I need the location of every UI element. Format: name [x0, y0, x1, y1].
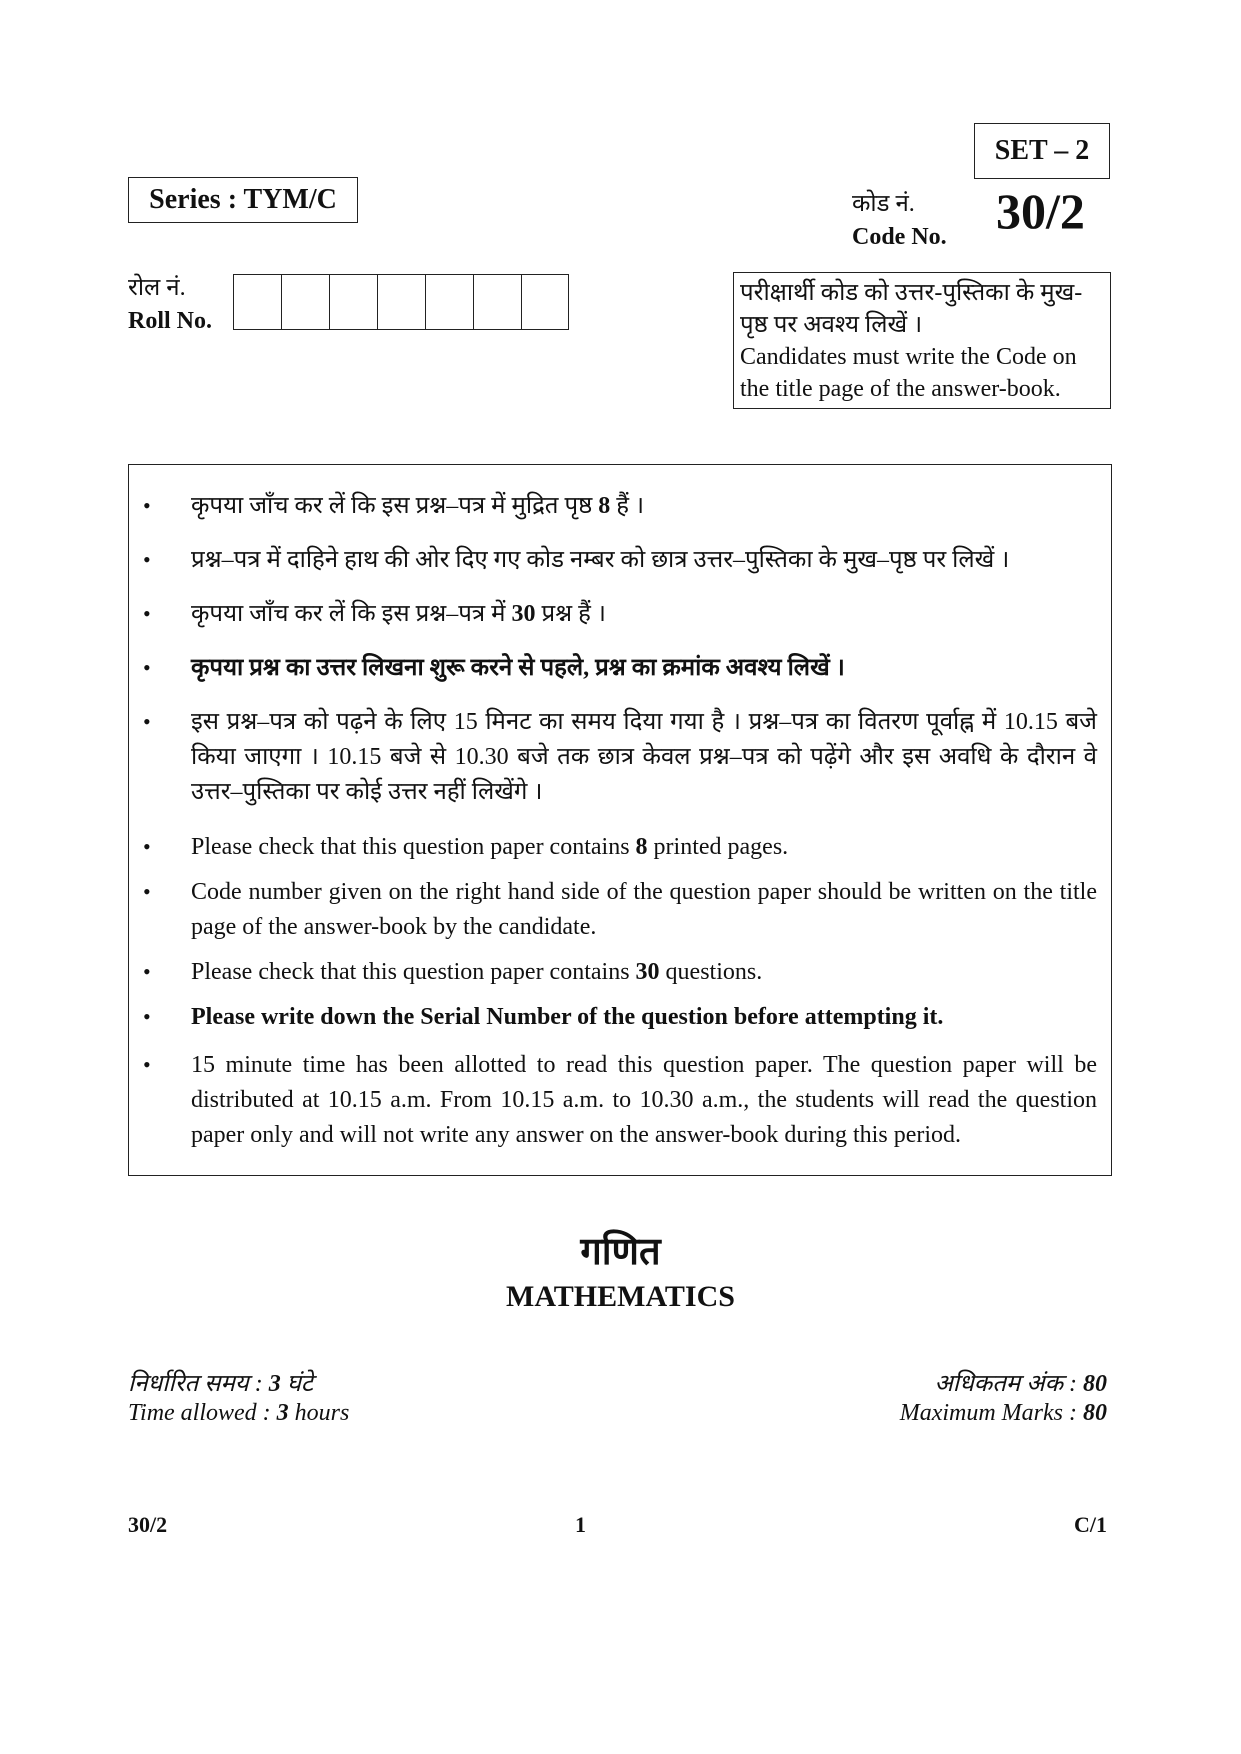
instruction-item: Please check that this question paper contains 30 questions. [191, 959, 763, 985]
roll-number-cell[interactable] [473, 274, 521, 330]
time-allowed-hindi: निर्धारित समय : 3 घंटे [128, 1371, 313, 1397]
subject-title-english: MATHEMATICS [506, 1280, 735, 1313]
roll-number-cell[interactable] [233, 274, 281, 330]
bullet-icon: • [143, 655, 151, 680]
time-allowed-english: Time allowed : 3 hours [128, 1400, 350, 1426]
bullet-icon: • [143, 709, 151, 734]
instruction-item: कृपया प्रश्न का उत्तर लिखना शुरू करने से पहले, प्रश्न का क्रमांक अवश्य लिखें । [191, 655, 845, 681]
instruction-item: Please check that this question paper contains 8 printed pages. [191, 834, 789, 860]
note-line: पृष्ठ पर अवश्य लिखें । [740, 312, 923, 338]
subject-title-hindi: गणित [580, 1231, 661, 1273]
maximum-marks-english: Maximum Marks : 80 [899, 1400, 1107, 1426]
code-number: 30/2 [996, 183, 1085, 239]
bullet-icon: • [143, 1052, 151, 1077]
bullet-icon: • [143, 834, 151, 859]
code-label-english: Code No. [852, 224, 947, 250]
instruction-item: Code number given on the right hand side of the question paper should be written on the title page of the answer-book by the candidate. [191, 879, 1097, 940]
roll-number-cell[interactable] [281, 274, 329, 330]
series-label [128, 177, 358, 223]
bullet-icon: • [143, 959, 151, 984]
note-line: the title page of the answer-book. [740, 376, 1061, 402]
instruction-item: कृपया जाँच कर लें कि इस प्रश्न–पत्र में 30 प्रश्न हैं । [191, 601, 606, 627]
candidate-note-box [733, 272, 1111, 409]
instructions-box [128, 464, 1112, 1176]
instruction-item: Please write down the Serial Number of the question before attempting it. [191, 1004, 944, 1030]
instruction-item: कृपया जाँच कर लें कि इस प्रश्न–पत्र में मुद्रित पृष्ठ 8 हैं । [191, 493, 645, 519]
page-number: 1 [575, 1512, 586, 1537]
set-text: SET – 2 [994, 135, 1090, 166]
roll-label-hindi: रोल नं. [128, 275, 186, 301]
roll-number-grid[interactable] [233, 274, 569, 330]
note-line: Candidates must write the Code on [740, 344, 1077, 370]
roll-label-english: Roll No. [128, 308, 212, 334]
series-text: Series : TYM/C [149, 184, 337, 215]
footer-code: 30/2 [128, 1512, 168, 1537]
code-label-hindi: कोड नं. [852, 191, 915, 217]
bullet-icon: • [143, 601, 151, 626]
set-label [974, 123, 1110, 179]
instruction-item: प्रश्न–पत्र में दाहिने हाथ की ओर दिए गए कोड नम्बर को छात्र उत्तर–पुस्तिका के मुख–पृष्ठ पर लिखें । [191, 547, 1010, 573]
bullet-icon: • [143, 1004, 151, 1029]
roll-number-cell[interactable] [329, 274, 377, 330]
bullet-icon: • [143, 879, 151, 904]
note-line: परीक्षार्थी कोड को उत्तर-पुस्तिका के मुख- [740, 280, 1083, 306]
maximum-marks-hindi: अधिकतम अंक : 80 [934, 1371, 1107, 1397]
instruction-item: इस प्रश्न–पत्र को पढ़ने के लिए 15 मिनट का समय दिया गया है । प्रश्न–पत्र का वितरण पूर्वाह्न में 10.15 बजे किया जाएगा । 10.15 बजे से 10.30 बजे तक छात्र केवल प्रश्न–पत्र को पढ़ेंगे और इस अवधि के दौरान वे उत्तर–पुस्तिका पर कोई उत्तर नहीं लिखेंगे । [191, 709, 1097, 805]
bullet-icon: • [143, 547, 151, 572]
roll-number-cell[interactable] [377, 274, 425, 330]
roll-number-cell[interactable] [425, 274, 473, 330]
footer-set-code: C/1 [1074, 1512, 1107, 1537]
bullet-icon: • [143, 493, 151, 518]
instruction-item: 15 minute time has been allotted to read this question paper. The question paper will be distributed at 10.15 a.m. From 10.15 a.m. to 10.30 a.m., the students will read the question paper only and will not write any answer on the answer-book during this period. [191, 1052, 1097, 1148]
roll-number-cell[interactable] [521, 274, 569, 330]
